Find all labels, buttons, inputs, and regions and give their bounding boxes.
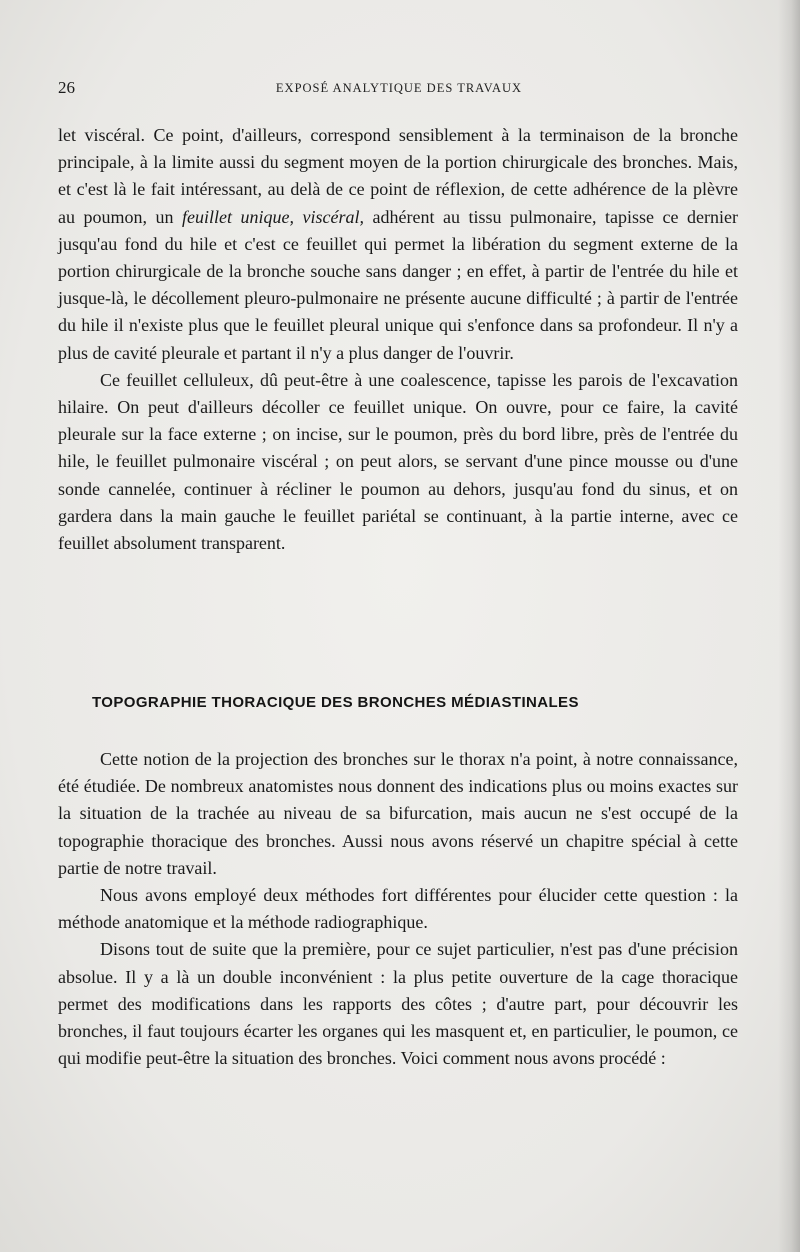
paragraph-1-part-b: adhérent au tissu pulmonaire, tapisse ce dernier jusqu'au fond du hile et c'est ce feuillet qui permet la libération du segment externe de la portion chirurgicale de la bronche souche sans danger ; en effet, à partir de l'entrée du hile et jusque-là, le décollement pleuro-pulmonaire ne présente aucune difficulté ; à partir de l'entrée du hile il n'existe plus que le feuillet pleural unique qui s'enfonce dans sa profondeur. Il n'y a plus de cavité pleurale et partant il n'y a plus danger de l'ouvrir. [58,206,738,363]
paragraph-1 [58,122,738,367]
page-edge-shadow [778,0,800,1252]
paragraph-3: Cette notion de la projection des bronches sur le thorax n'a point, à notre connaissance, été étudiée. De nombreux anatomistes nous donnent des indications plus ou moins exactes sur la situation de la trachée au niveau de sa bifurcation, mais aucun ne s'est occupé de la topographie thoracique des bronches. Aussi nous avons réservé un chapitre spécial à cette partie de notre travail. [58,749,738,878]
section-1-text [58,122,738,557]
paragraph-5: Disons tout de suite que la première, pour ce sujet particulier, n'est pas d'une précision absolue. Il y a là un double inconvénient : la plus petite ouverture de la cage thoracique permet des modifications dans les rapports des côtes ; d'autre part, pour découvrir les bronches, il faut toujours écarter les organes qui les masquent et, en particulier, le poumon, ce qui modifie peut-être la situation des bronches. Voici comment nous avons procédé : [58,939,738,1069]
page-header [58,78,740,102]
paragraph-2: Ce feuillet celluleux, dû peut-être à une coalescence, tapisse les parois de l'excavation hilaire. On peut d'ailleurs décoller ce feuillet unique. On ouvre, pour ce faire, la cavité pleurale sur la face externe ; on incise, sur le poumon, près du bord libre, près de l'entrée du hile, le feuillet pulmonaire viscéral ; on peut alors, se servant d'une pince mousse ou d'une sonde cannelée, continuer à récliner le poumon au dehors, jusqu'au fond du sinus, et on gardera dans la main gauche le feuillet pariétal se continuant, à la partie interne, avec ce feuillet absolument transparent. [58,369,738,554]
section-heading: TOPOGRAPHIE THORACIQUE DES BRONCHES MÉDIASTINALES [92,694,579,711]
page-number: 26 [58,78,75,97]
paragraph-4: Nous avons employé deux méthodes fort différentes pour élucider cette question : la méthode anatomique et la méthode radiographique. [58,885,738,933]
section-2-text [58,746,738,1072]
paragraph-1-part-a: let viscéral. Ce point, d'ailleurs, correspond sensiblement à la terminaison de la bronche principale, à la limite aussi du segment moyen de la portion chirurgicale des bronches. Mais, et c'est là le fait intéressant, au delà de ce point de réflexion, de cette adhérence de la plèvre au poumon, un [58,125,738,227]
running-title: EXPOSÉ ANALYTIQUE DES TRAVAUX [275,81,523,95]
paragraph-1-italic: feuillet unique, viscéral, [182,206,365,227]
